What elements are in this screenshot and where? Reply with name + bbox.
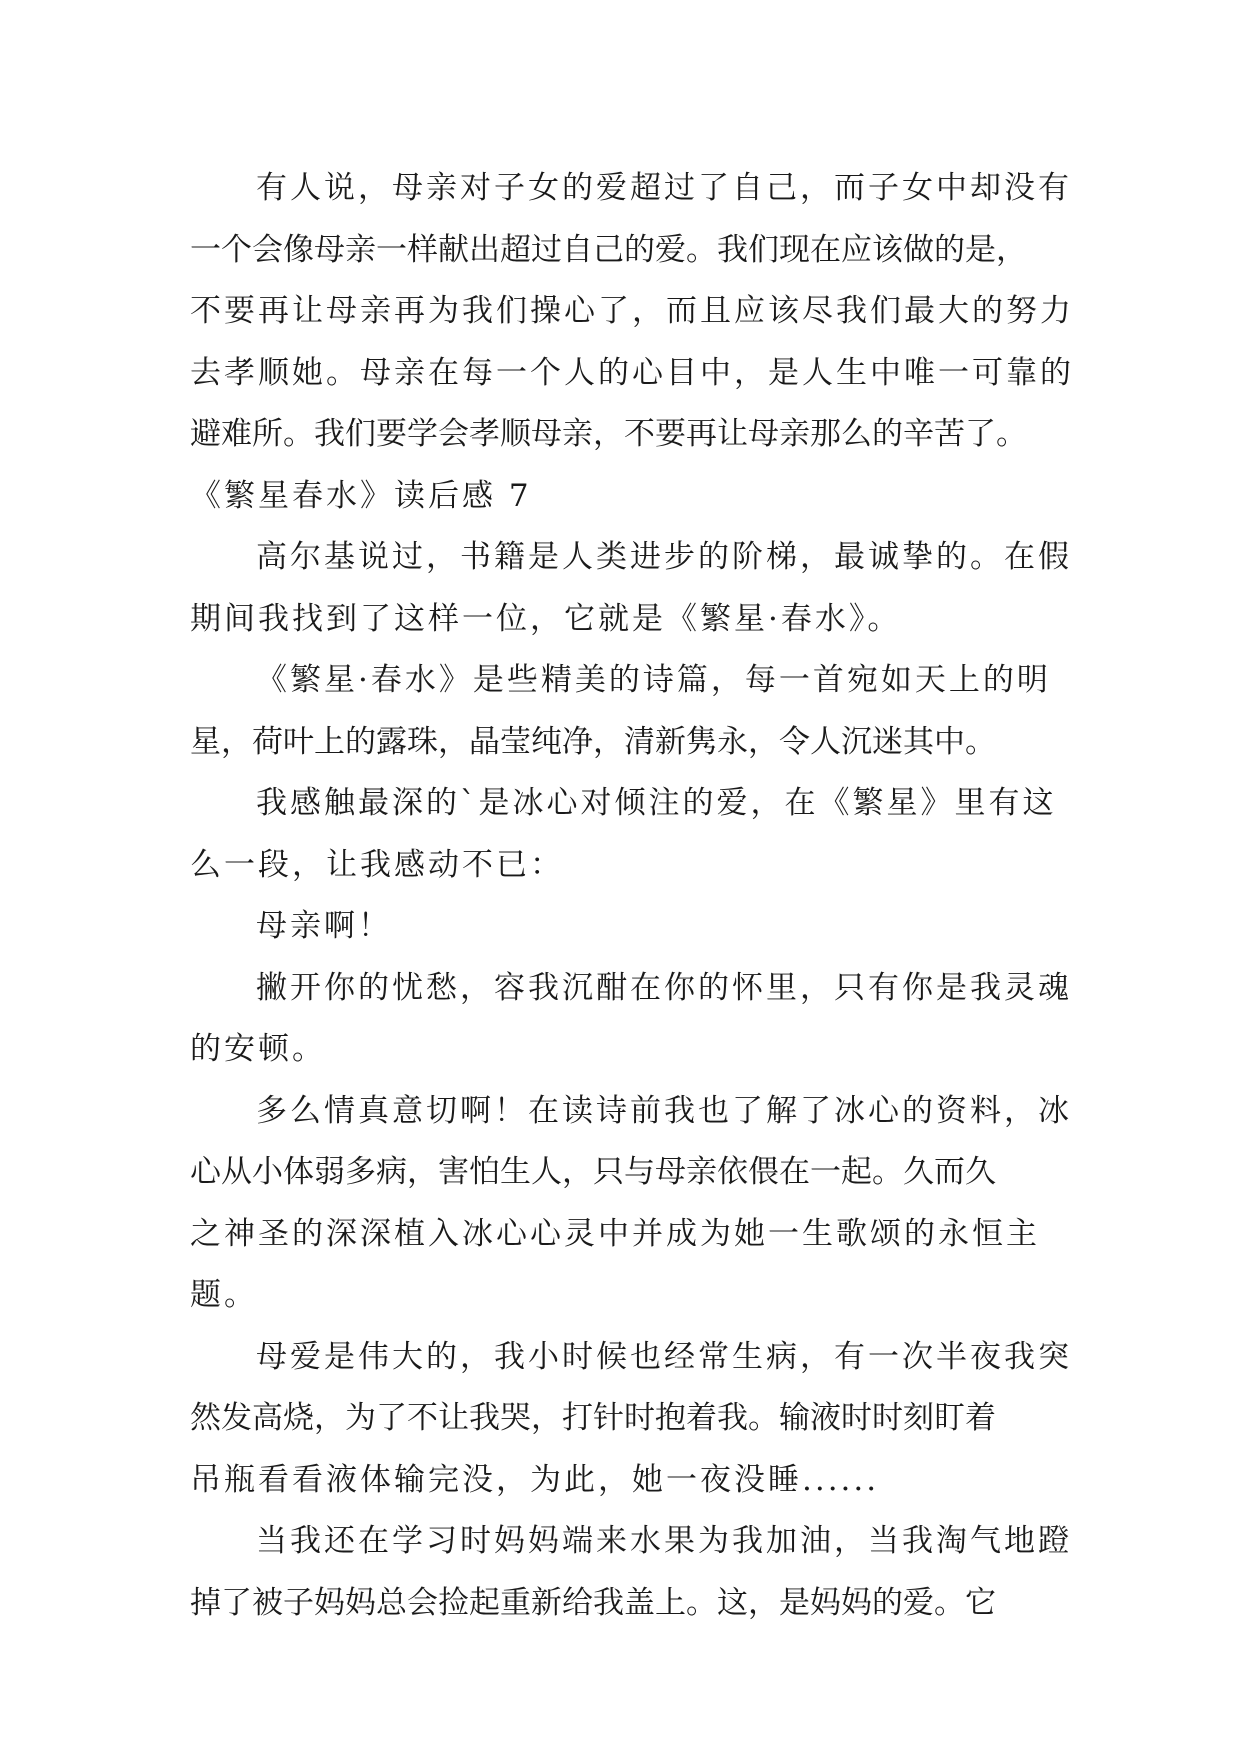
text-line: 多么情真意切啊！在读诗前我也了解了冰心的资料，冰 xyxy=(256,1092,1072,1129)
text-line: 星，荷叶上的露珠，晶莹纯净，清新隽永，令人沉迷其中。 xyxy=(190,723,996,760)
text-line: 避难所。我们要学会孝顺母亲，不要再让母亲那么的辛苦了。 xyxy=(190,416,1027,452)
text-line: 高尔基说过，书籍是人类进步的阶梯，最诚挚的。在假 xyxy=(256,539,1072,575)
text-line: 掉了被子妈妈总会捡起重新给我盖上。这，是妈妈的爱。它 xyxy=(190,1584,996,1621)
text-line: 心从小体弱多病，害怕生人，只与母亲依偎在一起。久而久 xyxy=(190,1154,996,1190)
text-line: 有人说，母亲对子女的爱超过了自己，而子女中却没有 xyxy=(256,170,1072,206)
document-body xyxy=(190,158,1074,1634)
text-line: 去孝顺她。母亲在每一个人的心目中，是人生中唯一可靠的 xyxy=(190,354,1074,391)
text-line: 么一段，让我感动不已： xyxy=(190,846,564,883)
text-line: 一个会像母亲一样献出超过自己的爱。我们现在应该做的是， xyxy=(190,231,1027,268)
text-line: 的安顿。 xyxy=(190,1031,326,1067)
text-line: 《繁星·春水》是些精美的诗篇，每一首宛如天上的明 xyxy=(256,662,1051,698)
text-line: 母爱是伟大的，我小时候也经常生病，有一次半夜我突 xyxy=(256,1338,1072,1375)
text-line: 题。 xyxy=(190,1277,258,1313)
text-line: 然发高烧，为了不让我哭，打针时抱着我。输液时时刻盯着 xyxy=(190,1400,996,1436)
text-line: 撇开你的忧愁，容我沉酣在你的怀里，只有你是我灵魂 xyxy=(256,969,1072,1006)
text-line: 不要再让母亲再为我们操心了，而且应该尽我们最大的努力 xyxy=(190,293,1074,329)
text-line: 吊瓶看看液体输完没，为此，她一夜没睡...... xyxy=(190,1461,880,1498)
section-heading: 《繁星春水》读后感 7 xyxy=(190,477,532,514)
text-line: 之神圣的深深植入冰心心灵中并成为她一生歌颂的永恒主 xyxy=(190,1215,1040,1252)
text-line: 期间我找到了这样一位，它就是《繁星·春水》。 xyxy=(190,600,902,637)
text-line: 我感触最深的`是冰心对倾注的爱，在《繁星》里有这 xyxy=(256,785,1057,821)
text-line: 母亲啊！ xyxy=(256,908,392,944)
text-line: 当我还在学习时妈妈端来水果为我加油，当我淘气地蹬 xyxy=(256,1523,1072,1559)
